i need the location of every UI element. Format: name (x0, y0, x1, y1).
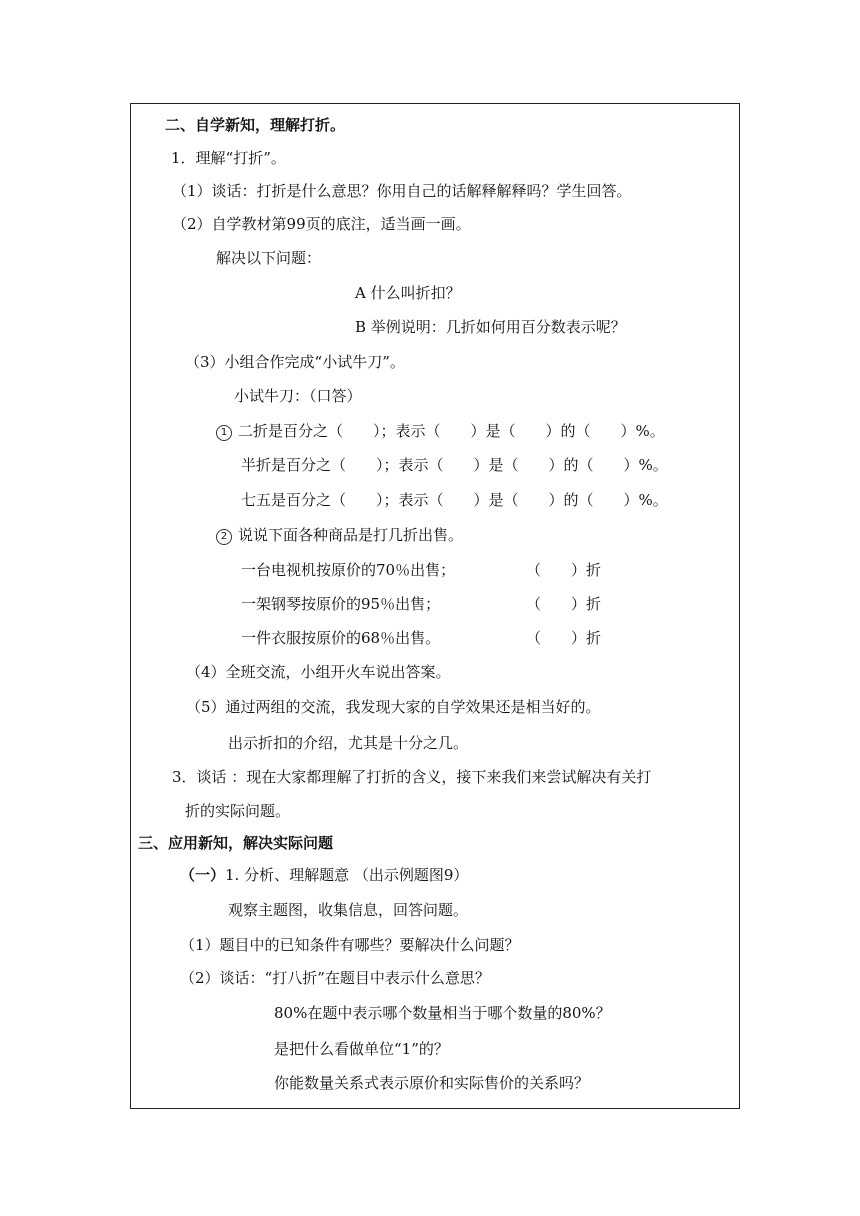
goods-item-blank: （ ）折 (526, 629, 602, 647)
item3-line-1: 3．谈话 ：现在大家都理解了打折的含义，接下来我们来尝试解决有关打 (172, 768, 652, 786)
fill-text-1: 二折是百分之（ ）；表示（ ）是（ ）的（ ）%。 (238, 422, 665, 440)
p5-sub-line: 出示折扣的介绍，尤其是十分之几。 (228, 734, 469, 752)
question-2-line (216, 525, 463, 545)
s3-question-2b: 是把什么看做单位“1”的？ (274, 1040, 449, 1058)
goods-item-blank: （ ）折 (526, 561, 602, 579)
p2-sub-line: 解决以下问题： (216, 249, 322, 267)
s3-question-1: （1）题目中的已知条件有哪些？要解决什么问题？ (180, 936, 520, 954)
item3-line-2: 折的实际问题。 (185, 802, 291, 820)
circled-number-1: 1 (216, 425, 232, 441)
goods-item-text: 一件衣服按原价的68％出售。 (241, 629, 441, 647)
section3-heading: 三、应用新知，解决实际问题 (138, 834, 334, 852)
section3-sub-heading (180, 865, 468, 885)
fill-line-2: 半折是百分之（ ）；表示（ ）是（ ）的（ ）%。 (241, 456, 668, 474)
question-b: B 举例说明：几折如何用百分数表示呢？ (355, 318, 626, 336)
observe-line: 观察主题图，收集信息，回答问题。 (228, 901, 469, 919)
goods-item-blank: （ ）折 (526, 595, 602, 613)
s3-question-2: （2）谈话：“打八折”在题目中表示什么意思？ (180, 969, 490, 987)
s3-question-2c: 你能数量关系式表示原价和实际售价的关系吗？ (274, 1074, 590, 1092)
p4-line: （4）全班交流，小组开火车说出答案。 (186, 663, 451, 681)
question-a: A 什么叫折扣？ (355, 284, 461, 302)
p5-line: （5）通过两组的交流，我发现大家的自学效果还是相当好的。 (186, 698, 601, 716)
item1-line: 1．理解“打折”。 (171, 149, 286, 167)
p1-line: （1）谈话：打折是什么意思？你用自己的话解释解释吗？学生回答。 (172, 182, 632, 200)
p3-sub-line: 小试牛刀：（口答） (234, 387, 362, 405)
circled-number-2: 2 (216, 529, 232, 545)
question-2-text: 说说下面各种商品是打几折出售。 (238, 526, 464, 544)
fill-line-1 (216, 421, 665, 441)
p3-line: （3）小组合作完成“小试牛刀”。 (185, 353, 405, 371)
goods-item-text: 一台电视机按原价的70％出售； (241, 561, 456, 579)
section2-heading: 二、自学新知，理解打折。 (165, 116, 346, 134)
p2-line: （2）自学教材第99页的底注，适当画一画。 (172, 215, 471, 233)
s3-question-2a: 80%在题中表示哪个数量相当于哪个数量的80%？ (274, 1004, 611, 1022)
fill-line-3: 七五是百分之（ ）；表示（ ）是（ ）的（ ）%。 (241, 491, 668, 509)
section3-sub-text: 1. 分析、理解题意 （出示例题图9） (225, 866, 469, 884)
goods-item-text: 一架钢琴按原价的95％出售； (241, 595, 441, 613)
section3-sub-label: （一） (180, 866, 226, 884)
